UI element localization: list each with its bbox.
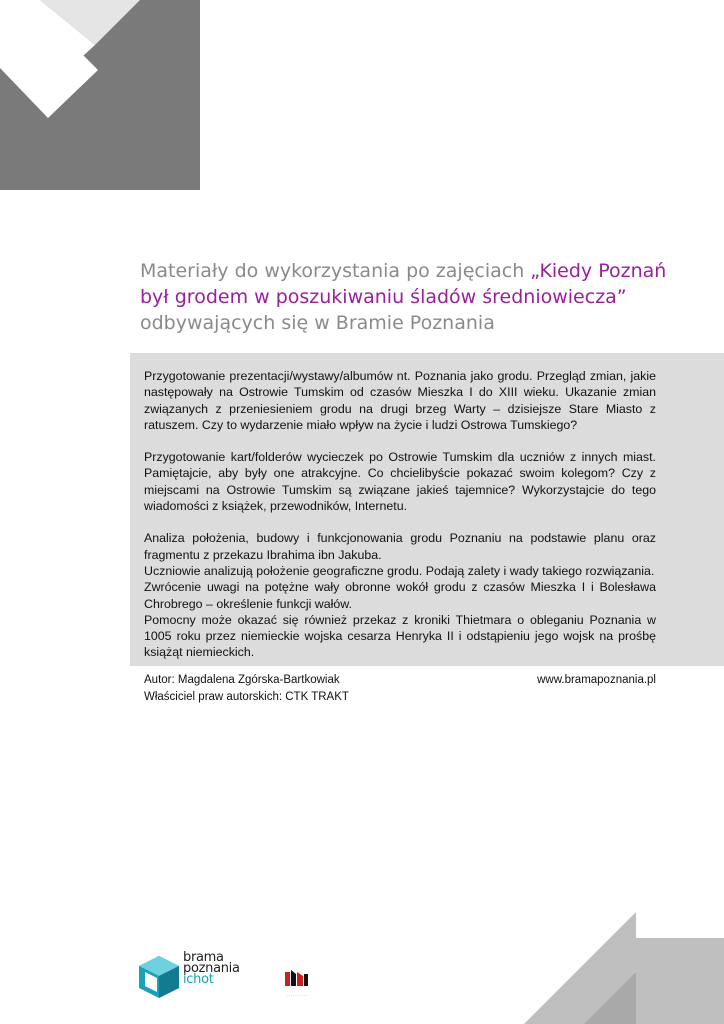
website-link[interactable]: www.bramapoznania.pl: [537, 674, 656, 686]
analysis-line: Uczniowie analizują położenie geograficzne grodu. Podają zalety i wady takiego rozwiązania.: [144, 563, 655, 578]
analysis-line: Zwrócenie uwagi na potężne wały obronne wokół grodu z czasów Mieszka I i Bolesława Chrobrego – określenie funkcji wałów.: [144, 580, 656, 611]
decorative-corner-shape-top: [0, 0, 200, 190]
title-suffix: odbywających się w Bramie Poznania: [140, 312, 495, 334]
content-text: [144, 368, 656, 661]
author-text: Autor: Magdalena Zgórska-Bartkowiak: [144, 674, 340, 686]
copyright-text: Właściciel praw autorskich: CTK TRAKT: [144, 690, 349, 703]
content-panel: [130, 353, 724, 666]
paragraph-presentation: Przygotowanie prezentacji/wystawy/albumów nt. Poznania jako grodu. Przegląd zmian, jakie następowały na Ostrowie Tumskim od czasów Mieszka I do XIII wieku. Ukazanie zmian związanych z przeniesieniem grodu na drugi brzeg Warty – dzisiejsze Stare Miasto z ratuszem. Czy to wydarzenie miało wpływ na życie i ludzi Ostrowa Tumskiego?: [144, 369, 656, 432]
logo-cube-icon: [137, 954, 181, 998]
paragraph-analysis: [144, 530, 656, 660]
title-highlight: „Kiedy Poznań był grodem w poszukiwaniu śladów średniowiecza”: [140, 260, 667, 308]
partner-caption: · · · · · · · · · ·: [286, 994, 308, 998]
logo-line-3: ichot: [183, 972, 214, 987]
logo-wordmark: [183, 952, 240, 985]
partner-logo: [272, 966, 322, 1004]
paragraph-folders: Przygotowanie kart/folderów wycieczek po Ostrowie Tumskim dla uczniów z innych miast. Pamiętajcie, aby były one atrakcyjne. Co chcielibyście pokazać swoim kolegom? Czy z miejscami na Ostrowie Tumskim są związane jakieś tajemnice? Wykorzystajcie do tego wiadomości z książek, przewodników, Internetu.: [144, 450, 656, 514]
decorative-corner-shape-bottom: [524, 906, 724, 1024]
analysis-line: Analiza położenia, budowy i funkcjonowania grodu Poznaniu na podstawie planu oraz fragmentu z przekazu Ibrahima ibn Jakuba.: [144, 531, 656, 562]
footer: [144, 672, 656, 705]
brama-poznania-logo: [137, 952, 247, 1000]
logo-line-2: poznania: [183, 961, 240, 976]
partner-emblem-icon: [272, 966, 322, 994]
title-prefix: Materiały do wykorzystania po zajęciach: [140, 260, 531, 282]
analysis-line: Pomocny może okazać się również przekaz z kroniki Thietmara o obleganiu Poznania w 1005 roku przez niemieckie wojska cesarza Henryka II i odstąpieniu jego wojsk na prośbę książąt niemieckich.: [144, 612, 656, 660]
page-title: [140, 258, 700, 336]
logo-line-1: brama: [183, 950, 224, 965]
